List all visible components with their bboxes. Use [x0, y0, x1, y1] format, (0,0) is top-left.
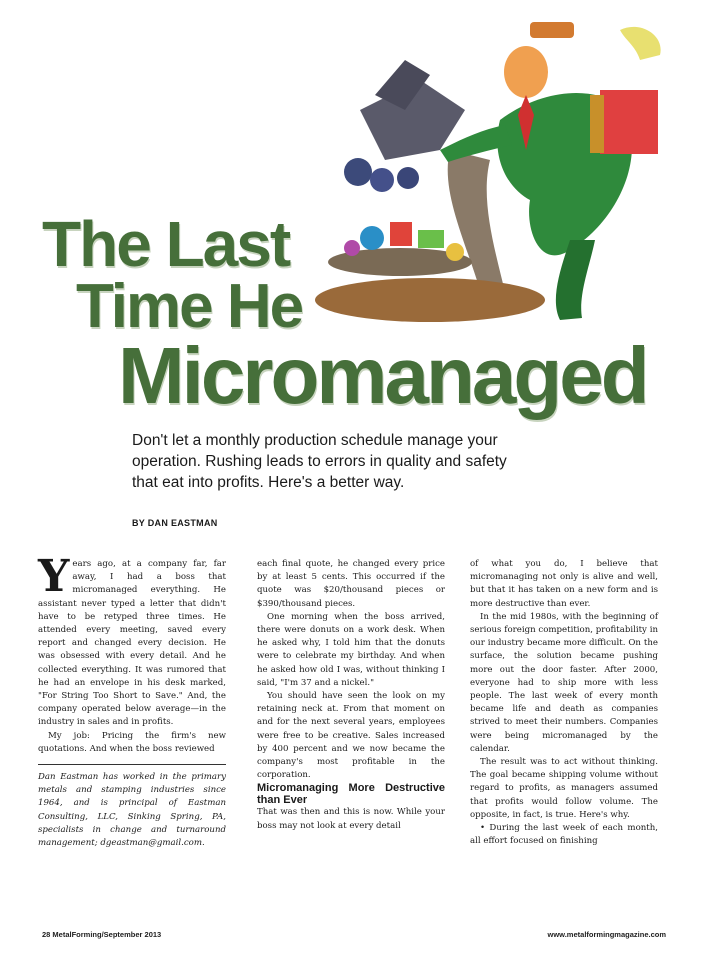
- paragraph: That was then and this is now. While your boss may not look at every detail: [257, 807, 445, 831]
- paragraph: each final quote, he changed every price by at least 5 cents. This occurred if the quote was $20/thousand pieces or $390/thousand pieces.: [257, 559, 445, 609]
- paragraph: One morning when the boss arrived, there were donuts on a work desk. When he asked why, I told him that the donuts were to celebrate my birthday. And when he asked how old I was, without thinking I said, "I'm 37 and a nickel.": [257, 611, 445, 688]
- deck-subtitle: Don't let a monthly production schedule manage your operation. Rushing leads to errors in quality and safety that eat into profits. Here's a better way.: [132, 432, 507, 491]
- headline-line-2: Time He: [76, 272, 303, 341]
- machine-box: [418, 230, 444, 248]
- author-bio: Dan Eastman has worked in the primary metals and stamping industries since 1964, and is principal of Eastman Consulting, LLC, Sinking Spring, PA, specialists in change and turnaround management; dgeastman@gmail.com.: [38, 772, 226, 849]
- worker-figure-4: [446, 243, 464, 261]
- article-column-1: [38, 551, 226, 850]
- page-folio: 28 MetalForming/September 2013: [42, 930, 162, 939]
- paragraph: [38, 551, 226, 730]
- paragraph: You should have seen the look on my retaining neck at. From that moment on and for the next several years, employees were free to be creative. Sales increased by 400 percent and we now became the company's most profitable in the corporation.: [257, 691, 445, 781]
- headline-line-1: The Last: [42, 208, 290, 280]
- microscope-businessman-illustration: [290, 0, 704, 360]
- article-column-2: [257, 558, 445, 833]
- paragraph-text: ears ago, at a company far, far away, I had a boss that micromanaged everything. He assistant never typed a letter that didn't have to be retyped three times. He attended every meeting, saved every report and changed every decision. He was obsessed with every detail. And he collected everything. It was rumored that he had an envelope in his desk marked, "For String Too Short to Save." And, the company operated below average—in the industry in sales and in profits.: [38, 559, 226, 728]
- lens-1: [344, 158, 372, 186]
- briefcase: [600, 90, 658, 154]
- divider: [38, 764, 226, 765]
- section-subhead: Micromanaging More Destructive than Ever: [257, 782, 445, 807]
- paragraph: of what you do, I believe that micromanaging not only is alive and well, but that it has taken on a new form and is more destructive than ever.: [470, 559, 658, 609]
- businessman-head: [504, 46, 548, 98]
- bullet-paragraph: • During the last week of each month, all effort focused on finishing: [470, 823, 658, 847]
- worker-figure-1: [360, 226, 384, 250]
- microscope-base: [315, 278, 545, 322]
- worker-figure-3: [344, 240, 360, 256]
- worker-figure-2: [390, 222, 412, 246]
- byline: BY DAN EASTMAN: [132, 518, 218, 528]
- briefcase-side: [590, 95, 604, 153]
- hat: [530, 22, 574, 38]
- lens-3: [397, 167, 419, 189]
- headline-line-3: Micromanaged: [118, 331, 647, 420]
- paragraph: In the mid 1980s, with the beginning of serious foreign competition, profitability in our industry became more difficult. On the surface, the solution became pushing more out the door faster. After 2000, everyone had to ship more with less people. The last week of every month became life and death as companies strived to meet their numbers. Companies were being micromanaged by the calendar.: [470, 611, 658, 754]
- paragraph: My job: Pricing the firm's new quotations. And when the boss reviewed: [38, 730, 226, 754]
- website-url: www.metalformingmagazine.com: [547, 930, 666, 939]
- paragraph: The result was to act without thinking. The goal became shipping volume without regard to profits, as managers assumed that profits would follow volume. The opposite, in fact, is true. Here's why.: [470, 757, 658, 820]
- drop-cap: Y: [38, 551, 70, 602]
- lens-2: [370, 168, 394, 192]
- article-column-3: [470, 558, 658, 848]
- hand-flag: [620, 27, 661, 60]
